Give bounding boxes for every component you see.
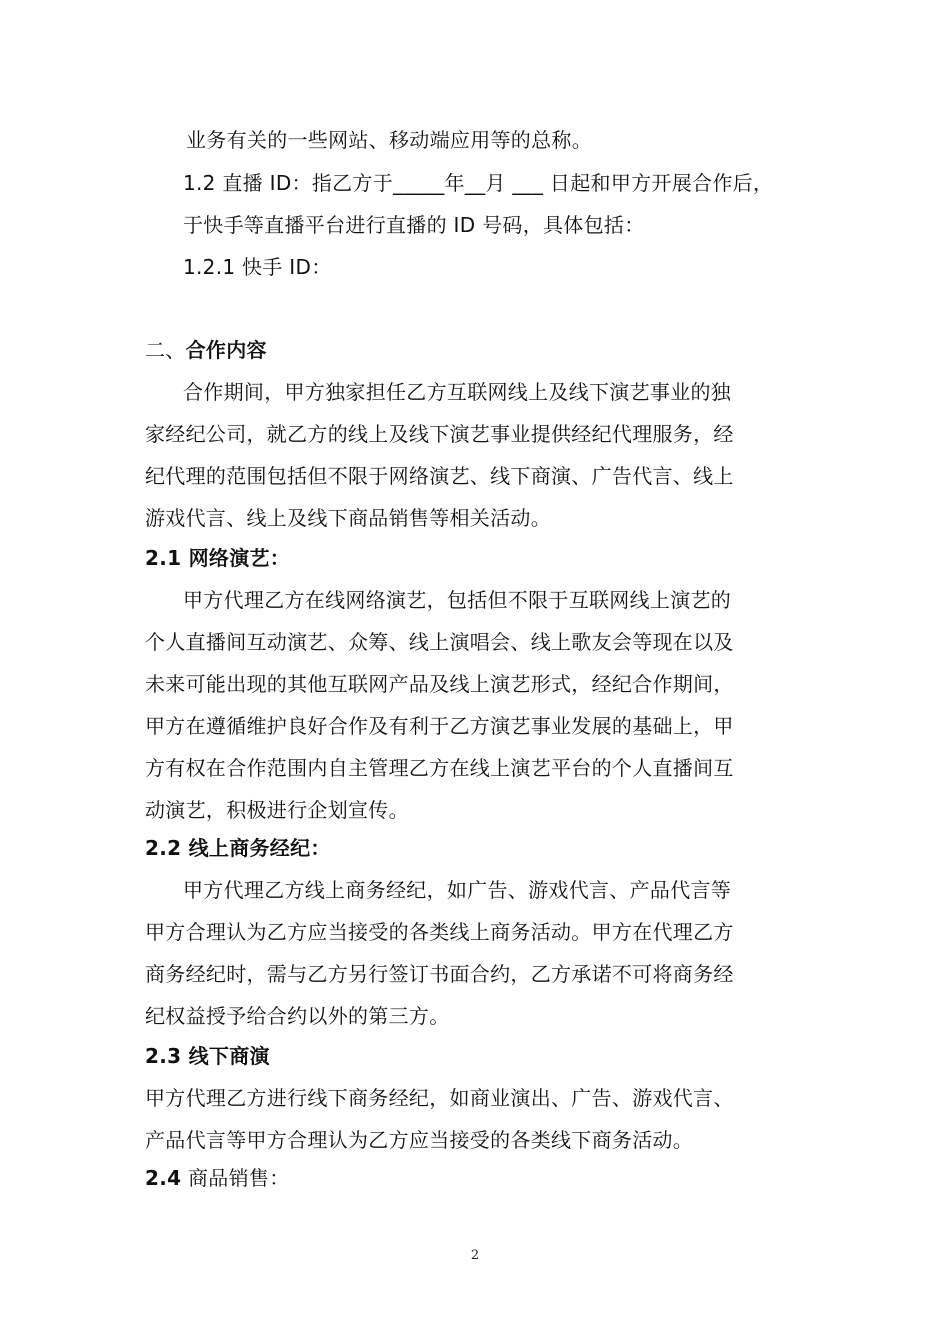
item-1-2-1: 1.2.1 快手 ID： bbox=[183, 255, 332, 279]
paragraph-line: 个人直播间互动演艺、众筹、线上演唱会、线上歌友会等现在以及 bbox=[145, 630, 734, 654]
paragraph-line: 甲方代理乙方进行线下商务经纪，如商业演出、广告、游戏代言、 bbox=[145, 1086, 734, 1110]
page-number: 2 bbox=[470, 1248, 480, 1263]
subsection-2-1-heading: 2.1 网络演艺： bbox=[145, 546, 291, 570]
paragraph-line: 业务有关的一些网站、移动端应用等的总称。 bbox=[186, 128, 592, 152]
paragraph-line: 合作期间，甲方独家担任乙方互联网线上及线下演艺事业的独 bbox=[183, 380, 732, 404]
subsection-2-3-heading: 2.3 线下商演 bbox=[145, 1044, 270, 1068]
section-2-heading bbox=[145, 338, 267, 362]
paragraph-line: 游戏代言、线上及线下商品销售等相关活动。 bbox=[145, 506, 551, 530]
paragraph-line: 纪代理的范围包括但不限于网络演艺、线下商演、广告代言、线上 bbox=[145, 464, 734, 488]
paragraph-line: 动演艺，积极进行企划宣传。 bbox=[145, 798, 409, 822]
paragraph-line: 甲方代理乙方线上商务经纪，如广告、游戏代言、产品代言等 bbox=[183, 878, 732, 902]
item-1-2-line1: 1.2 直播 ID：指乙方于_____年__月 ___ 日起和甲方开展合作后， bbox=[183, 171, 774, 195]
paragraph-line: 家经纪公司，就乙方的线上及线下演艺事业提供经纪代理服务，经 bbox=[145, 422, 734, 446]
section-2-heading-title: 合作内容 bbox=[185, 338, 267, 362]
item-1-2-line2: 于快手等直播平台进行直播的 ID 号码，具体包括： bbox=[183, 213, 645, 237]
paragraph-line: 未来可能出现的其他互联网产品及线上演艺形式，经纪合作期间， bbox=[145, 672, 734, 696]
subsection-2-4-title: 商品销售： bbox=[181, 1166, 290, 1190]
subsection-2-2-heading: 2.2 线上商务经纪： bbox=[145, 836, 331, 860]
paragraph-line: 方有权在合作范围内自主管理乙方在线上演艺平台的个人直播间互 bbox=[145, 756, 734, 780]
paragraph-line: 甲方在遵循维护良好合作及有利于乙方演艺事业发展的基础上，甲 bbox=[145, 714, 734, 738]
section-2-heading-prefix: 二、 bbox=[145, 338, 186, 362]
paragraph-line: 甲方代理乙方在线网络演艺，包括但不限于互联网线上演艺的 bbox=[183, 588, 732, 612]
paragraph-line: 甲方合理认为乙方应当接受的各类线上商务活动。甲方在代理乙方 bbox=[145, 920, 734, 944]
paragraph-line: 纪权益授予给合约以外的第三方。 bbox=[145, 1004, 450, 1028]
paragraph-line: 产品代言等甲方合理认为乙方应当接受的各类线下商务活动。 bbox=[145, 1128, 694, 1152]
subsection-2-4-heading bbox=[145, 1166, 290, 1190]
paragraph-line: 商务经纪时，需与乙方另行签订书面合约，乙方承诺不可将商务经 bbox=[145, 962, 734, 986]
subsection-2-4-number: 2.4 bbox=[145, 1166, 182, 1190]
